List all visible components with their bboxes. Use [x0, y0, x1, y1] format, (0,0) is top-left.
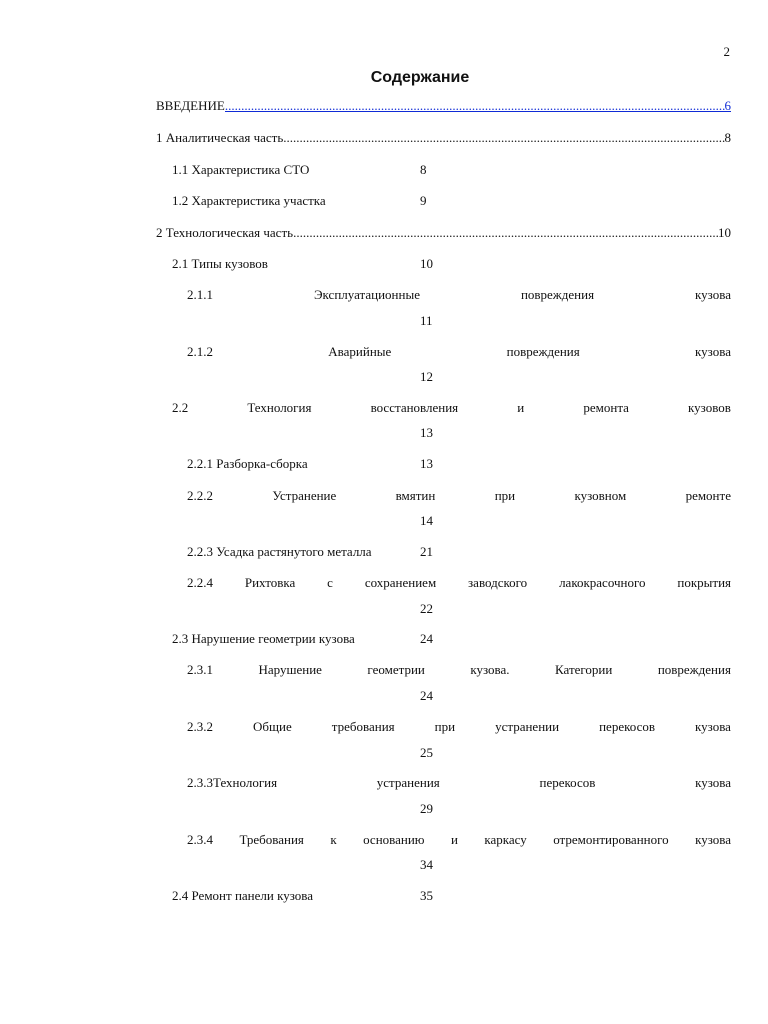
- toc-word: требования: [331, 719, 395, 734]
- toc-word: ремонта: [583, 400, 629, 415]
- toc-word: Нарушение: [258, 662, 322, 677]
- toc-entry-page: 24: [420, 631, 433, 646]
- toc-entry-part2[interactable]: [156, 225, 731, 241]
- toc-word: кузова: [695, 287, 731, 302]
- toc-word: Технология: [247, 400, 312, 415]
- toc-word: Рихтовка: [244, 575, 296, 590]
- toc-word: покрытия: [677, 575, 731, 590]
- toc-entry-intro[interactable]: [156, 98, 731, 114]
- toc-word: кузова: [695, 719, 731, 734]
- toc-word: с: [327, 575, 333, 590]
- toc-entry-s2-4[interactable]: [172, 888, 313, 904]
- toc-entry-page: 24: [420, 688, 433, 703]
- page-number: 2: [723, 44, 730, 59]
- toc-word: кузова: [695, 344, 731, 359]
- toc-entry-s2-3[interactable]: [172, 631, 355, 647]
- toc-word: 2.2.4: [187, 575, 213, 590]
- toc-word: Эксплуатационные: [313, 287, 420, 302]
- toc-word: восстановления: [370, 400, 459, 415]
- toc-word: основанию: [363, 832, 425, 847]
- toc-word: 2.3.2: [187, 719, 213, 734]
- toc-entry-part1[interactable]: [156, 130, 731, 146]
- toc-entry-s1-1[interactable]: [172, 162, 309, 178]
- toc-entry-s2-2-4[interactable]: [187, 575, 731, 591]
- toc-entry-s2-3-3[interactable]: [187, 775, 731, 791]
- toc-word: каркасу: [484, 832, 527, 847]
- toc-word: кузова: [695, 775, 731, 790]
- toc-entry-s2-3-1[interactable]: [187, 662, 731, 678]
- toc-word: ремонте: [685, 488, 731, 503]
- toc-word: кузовов: [688, 400, 731, 415]
- toc-entry-page: 35: [420, 888, 433, 903]
- toc-word: повреждения: [657, 662, 731, 677]
- toc-leader-dots: [283, 130, 724, 146]
- toc-word: устранения: [376, 775, 440, 790]
- toc-word: 2.3.4: [187, 832, 213, 847]
- toc-entry-s2-3-4[interactable]: [187, 832, 731, 848]
- toc-word: геометрии: [367, 662, 425, 677]
- toc-entry-page: 13: [420, 425, 433, 440]
- toc-title: Содержание: [370, 69, 470, 86]
- toc-entry-page: 34: [420, 857, 433, 872]
- toc-entry-s2-2-1[interactable]: [187, 456, 308, 472]
- toc-entry-page: 9: [420, 193, 427, 208]
- toc-word: отремонтированного: [553, 832, 669, 847]
- toc-entry-label: ВВЕДЕНИЕ: [156, 98, 225, 113]
- toc-entry-page: 29: [420, 801, 433, 816]
- toc-entry-page: 22: [420, 601, 433, 616]
- toc-entry-page: 10: [718, 225, 731, 240]
- toc-word: 2.2: [172, 400, 189, 415]
- toc-entry-page: 12: [420, 369, 433, 384]
- toc-entry-s2-1-1[interactable]: [187, 287, 731, 303]
- toc-entry-page: 10: [420, 256, 433, 271]
- toc-word: Категории: [555, 662, 613, 677]
- toc-entry-s2-3-2[interactable]: [187, 719, 731, 735]
- toc-word: при: [494, 488, 516, 503]
- toc-leader-dots: [225, 98, 725, 114]
- toc-entry-label: 2.2.1 Разборка-сборка: [187, 456, 308, 471]
- toc-entry-s2-1[interactable]: [172, 256, 268, 272]
- toc-word: Общие: [253, 719, 292, 734]
- toc-word: 2.1.1: [187, 287, 213, 302]
- toc-entry-s2-2-3[interactable]: [187, 544, 372, 560]
- toc-word: лакокрасочного: [559, 575, 646, 590]
- toc-entry-page: 13: [420, 456, 433, 471]
- toc-entry-label: 2.2.3 Усадка растянутого металла: [187, 544, 372, 559]
- toc-entry-page: 11: [420, 313, 433, 328]
- toc-entry-label: 1.2 Характеристика участка: [172, 193, 326, 208]
- toc-word: при: [434, 719, 456, 734]
- toc-word: повреждения: [506, 344, 580, 359]
- toc-entry-s2-1-2[interactable]: [187, 344, 731, 360]
- toc-entry-page: 21: [420, 544, 433, 559]
- toc-word: устранении: [495, 719, 560, 734]
- toc-entry-page: 8: [724, 130, 731, 145]
- toc-word: 2.1.2: [187, 344, 213, 359]
- toc-entry-label: 2 Технологическая часть: [156, 225, 294, 240]
- toc-word: кузова.: [470, 662, 510, 677]
- toc-word: кузовном: [574, 488, 627, 503]
- toc-word: 2.3.3Технология: [187, 775, 278, 790]
- toc-word: 2.3.1: [187, 662, 213, 677]
- toc-word: заводского: [468, 575, 528, 590]
- toc-entry-page: 6: [724, 98, 731, 113]
- toc-word: кузова: [695, 832, 731, 847]
- toc-entry-label: 2.3 Нарушение геометрии кузова: [172, 631, 355, 646]
- toc-word: и: [517, 400, 525, 415]
- toc-word: Требования: [239, 832, 304, 847]
- toc-word: перекосов: [539, 775, 596, 790]
- toc-word: вмятин: [395, 488, 436, 503]
- toc-word: к: [330, 832, 337, 847]
- toc-word: Устранение: [272, 488, 337, 503]
- toc-entry-page: 8: [420, 162, 427, 177]
- toc-entry-page: 25: [420, 745, 433, 760]
- toc-word: повреждения: [520, 287, 595, 302]
- toc-entry-label: 2.1 Типы кузовов: [172, 256, 268, 271]
- toc-word: сохранением: [364, 575, 437, 590]
- toc-entry-label: 1.1 Характеристика СТО: [172, 162, 310, 177]
- toc-word: 2.2.2: [187, 488, 213, 503]
- toc-leader-dots: [293, 225, 718, 241]
- toc-word: Аварийные: [328, 344, 392, 359]
- toc-word: и: [450, 832, 458, 847]
- toc-entry-label: 1 Аналитическая часть: [156, 130, 284, 145]
- toc-entry-page: 14: [420, 513, 433, 528]
- toc-entry-s1-2[interactable]: [172, 193, 326, 209]
- toc-entry-s2-2-2[interactable]: [187, 488, 731, 504]
- toc-entry-s2-2[interactable]: [172, 400, 731, 416]
- toc-entry-label: 2.4 Ремонт панели кузова: [172, 888, 314, 903]
- toc-word: перекосов: [599, 719, 655, 734]
